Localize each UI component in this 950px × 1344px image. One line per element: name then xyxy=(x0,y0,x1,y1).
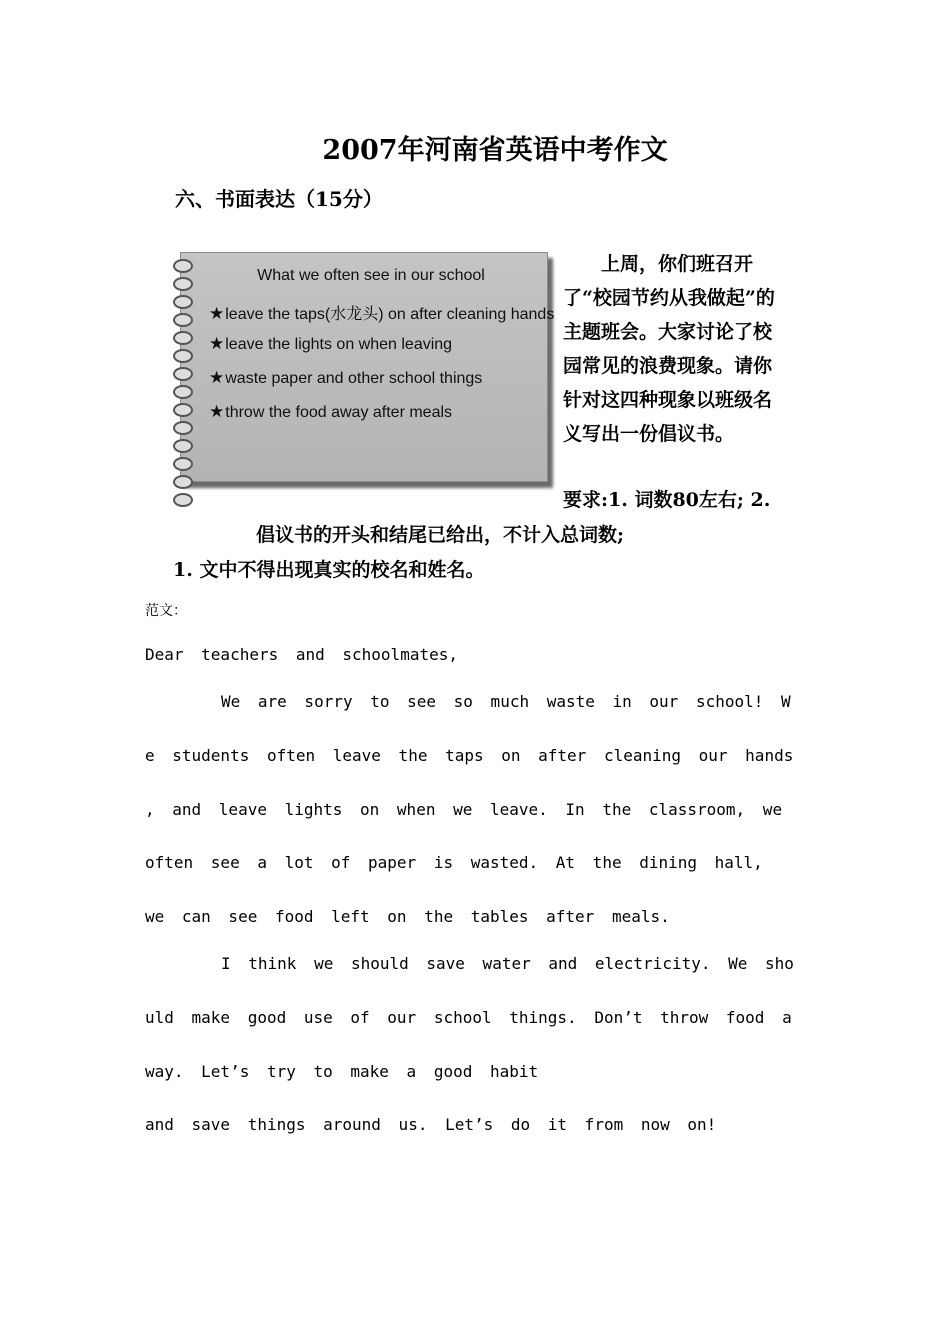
essay-line: we can see food left on the tables after meals. xyxy=(145,907,670,926)
card-item: ★leave the taps(水龙头) on after cleaning hands xyxy=(209,304,555,323)
section-heading: 六、书面表达（15分） xyxy=(175,187,383,211)
card-item: ★waste paper and other school things xyxy=(209,368,483,387)
essay-line: way. Let’s try to make a good habit xyxy=(145,1062,539,1081)
requirements-line-3: 1. 文中不得出现真实的校名和姓名。 xyxy=(173,559,485,581)
notebook-card xyxy=(180,252,555,482)
star-icon: ★ xyxy=(209,304,225,323)
star-icon: ★ xyxy=(209,368,225,387)
requirements-line-2: 倡议书的开头和结尾已给出，不计入总词数; xyxy=(256,524,625,546)
essay-line: and save things around us. Let’s do it from now on! xyxy=(145,1115,717,1134)
sample-label: 范文： xyxy=(145,603,187,619)
star-icon: ★ xyxy=(209,402,225,421)
essay-line: e students often leave the taps on after cleaning our hands xyxy=(145,746,794,765)
star-icon: ★ xyxy=(209,334,225,353)
essay-line: I think we should save water and electricity. We sho xyxy=(221,954,794,973)
card-title: What we often see in our school xyxy=(257,267,485,284)
essay-line: often see a lot of paper is wasted. At the dining hall, xyxy=(145,853,763,872)
essay-line: , and leave lights on when we leave. In the classroom, we xyxy=(145,800,783,819)
spiral-binding xyxy=(173,259,195,473)
essay-line: uld make good use of our school things. Don’t throw food a xyxy=(145,1008,792,1027)
card-item: ★throw the food away after meals xyxy=(209,402,453,421)
card-item: ★leave the lights on when leaving xyxy=(209,334,453,353)
requirements-line-1: 要求:1. 词数80左右; 2. xyxy=(563,489,771,511)
prompt-text: 上周，你们班召开了“校园节约从我做起”的主题班会。大家讨论了校园常见的浪费现象。请你针对这四种现象以班级名义写出一份倡议书。 xyxy=(563,253,775,445)
essay-line: We are sorry to see so much waste in our school! W xyxy=(221,692,791,711)
page-title: 2007年河南省英语中考作文 xyxy=(322,135,668,166)
essay-greeting: Dear teachers and schoolmates, xyxy=(145,645,458,664)
